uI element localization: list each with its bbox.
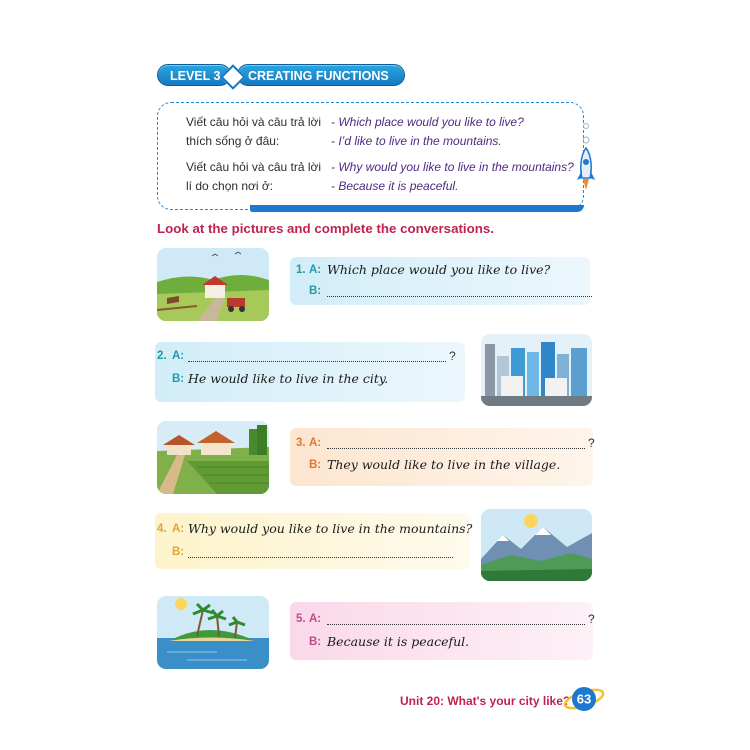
item-2-number: 2. xyxy=(157,350,167,362)
item-5-a-blank[interactable] xyxy=(327,624,585,625)
item-5-question-mark: ? xyxy=(588,612,595,626)
item-2-question-mark: ? xyxy=(449,349,456,363)
page-number-badge xyxy=(563,682,605,716)
mountains-picture xyxy=(481,509,592,581)
info-en-2: - Why would you like to live in the mountains? - Because it is peaceful. xyxy=(331,160,574,193)
info-vi-2: Viết câu hỏi và câu trả lời lí do chọn nơi ở: xyxy=(186,160,322,193)
item-5-number: 5. xyxy=(296,613,306,625)
item-5-b-label: B: xyxy=(309,636,322,648)
item-3-b-text: They would like to live in the village. xyxy=(327,457,561,472)
item-4-b-label: B: xyxy=(172,546,185,558)
info-box-tab xyxy=(250,205,584,212)
unit-title: Unit 20: What's your city like? xyxy=(400,694,571,708)
item-2-b-label: B: xyxy=(172,373,185,385)
item-3-a-label: A: xyxy=(309,437,322,449)
item-1-b-label: B: xyxy=(309,285,322,297)
section-title: CREATING FUNCTIONS xyxy=(237,64,405,86)
city-picture xyxy=(481,334,592,406)
item-4-a-label: A: xyxy=(172,523,185,535)
island-picture xyxy=(157,596,269,669)
item-3-b-label: B: xyxy=(309,459,322,471)
item-2-a-label: A: xyxy=(172,350,185,362)
item-1-number: 1. xyxy=(296,264,306,276)
instruction: Look at the pictures and complete the conversations. xyxy=(157,221,494,236)
rocket-icon xyxy=(572,118,602,198)
item-1-a-text: Which place would you like to live? xyxy=(327,262,551,277)
answer-strip-5 xyxy=(290,602,593,660)
item-3-question-mark: ? xyxy=(588,436,595,450)
info-en-1: - Which place would you like to live? - I’d like to live in the mountains. xyxy=(331,115,524,148)
item-3-a-blank[interactable] xyxy=(327,448,585,449)
level-label: LEVEL 3 xyxy=(157,64,231,86)
village-picture xyxy=(157,421,269,494)
farm-picture xyxy=(157,248,269,321)
item-1-a-label: A: xyxy=(309,264,322,276)
item-4-number: 4. xyxy=(157,523,167,535)
item-5-a-label: A: xyxy=(309,613,322,625)
info-vi-1: Viết câu hỏi và câu trả lời thích sống ở đâu: xyxy=(186,115,322,148)
item-2-a-blank[interactable] xyxy=(188,361,446,362)
item-5-b-text: Because it is peaceful. xyxy=(327,634,470,649)
item-1-b-blank[interactable] xyxy=(327,296,592,297)
item-4-a-text: Why would you like to live in the mountains? xyxy=(188,521,473,536)
item-2-b-text: He would like to live in the city. xyxy=(188,371,389,386)
level-banner xyxy=(157,64,407,88)
item-4-b-blank[interactable] xyxy=(188,557,453,558)
item-3-number: 3. xyxy=(296,437,306,449)
page-number: 63 xyxy=(576,691,592,707)
